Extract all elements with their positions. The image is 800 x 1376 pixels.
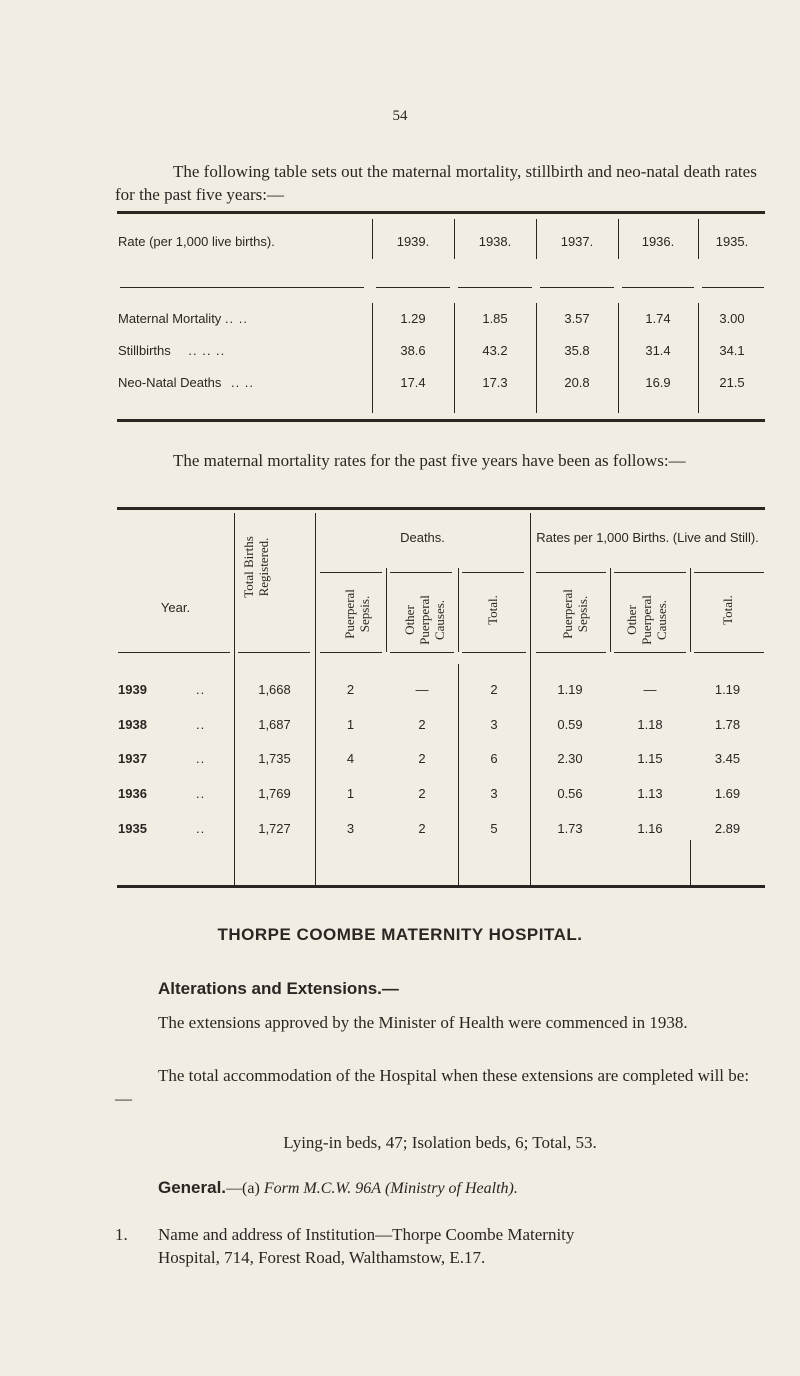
table2-group-rule xyxy=(536,572,606,573)
table2-divider xyxy=(458,568,459,652)
general-line xyxy=(158,1178,518,1198)
rates-header: Rates per 1,000 Births. (Live and Still). xyxy=(536,530,759,545)
sub-header xyxy=(624,580,669,660)
general-dash: —(a) xyxy=(226,1180,260,1197)
table1-value: 1.85 xyxy=(482,311,508,326)
row-year: 1935 xyxy=(118,821,147,836)
row-label: Maternal Mortality xyxy=(118,311,222,326)
cell-value: 1.19 xyxy=(714,682,741,697)
cell-value: 4 xyxy=(346,751,355,766)
sub-header-text: Other Puerperal Causes. xyxy=(402,595,447,645)
beds-line: Lying-in beds, 47; Isolation beds, 6; Total, 53. xyxy=(283,1133,597,1152)
table1-divider xyxy=(698,219,699,259)
extensions-paragraph: The extensions approved by the Minister of Health were commenced in 1938. xyxy=(158,1013,688,1032)
table1-header-rule xyxy=(540,287,614,288)
cell-value: 3 xyxy=(490,786,498,801)
general-label: General. xyxy=(158,1178,227,1197)
table2-bottom-rule xyxy=(117,885,765,888)
cell-value: — xyxy=(415,682,429,697)
table2-group-rule xyxy=(614,572,686,573)
row-label: Neo-Natal Deaths xyxy=(118,375,222,390)
table1-header-label: Rate (per 1,000 live births). xyxy=(118,234,275,249)
cell-value: 2 xyxy=(418,821,426,836)
cell-value: 2 xyxy=(418,751,426,766)
table2-header-rule xyxy=(614,652,686,653)
table1-value: 16.9 xyxy=(645,375,671,390)
sub-header-text: Puerperal Sepsis. xyxy=(342,589,372,639)
births-header-text: Total Births Registered. xyxy=(241,536,271,598)
table2-header-rule xyxy=(462,652,526,653)
row-label: Stillbirths xyxy=(118,343,171,358)
table1-value: 17.3 xyxy=(482,375,508,390)
table2-divider xyxy=(690,840,691,886)
accommodation-paragraph: The total accommodation of the Hospital when these extensions are completed will be:— xyxy=(115,1066,750,1108)
table1-year-1939: 1939. xyxy=(396,234,430,249)
ministry-reference: (Ministry of Health). xyxy=(385,1180,518,1197)
hospital-heading: THORPE COOMBE MATERNITY HOSPITAL. xyxy=(217,925,583,944)
sub-header-text: Puerperal Sepsis. xyxy=(560,589,590,639)
table1-value: 38.6 xyxy=(400,343,426,358)
table1-value: 1.74 xyxy=(645,311,671,326)
cell-value: 1 xyxy=(346,786,355,801)
cell-value: 3 xyxy=(490,717,498,732)
row-year: 1939 xyxy=(118,682,147,697)
births-value: 1,735 xyxy=(258,751,291,766)
sub-header xyxy=(485,580,500,640)
table-row xyxy=(118,375,254,390)
table1-divider xyxy=(536,219,537,259)
row-leader: .. xyxy=(196,751,206,766)
cell-value: 2 xyxy=(418,717,426,732)
table-row xyxy=(118,343,225,358)
item-number: 1. xyxy=(115,1225,128,1244)
births-value: 1,769 xyxy=(258,786,291,801)
table2-header-rule xyxy=(320,652,382,653)
table1-year-1938: 1938. xyxy=(478,234,512,249)
table1-year-1935: 1935. xyxy=(715,234,749,249)
table2-group-rule xyxy=(390,572,452,573)
item-line-1: Name and address of Institution—Thorpe Coombe Maternity xyxy=(158,1225,575,1244)
row-leader: .. .. .. xyxy=(188,343,226,358)
row-year: 1938 xyxy=(118,717,147,732)
form-reference: Form M.C.W. 96A xyxy=(263,1180,381,1197)
table1-year-1936: 1936. xyxy=(641,234,675,249)
cell-value: 1.69 xyxy=(714,786,741,801)
table1-value: 43.2 xyxy=(482,343,508,358)
row-leader: .. xyxy=(196,821,206,836)
table1-value: 1.29 xyxy=(400,311,426,326)
sub-header xyxy=(342,584,372,644)
sub-header-text: Other Puerperal Causes. xyxy=(624,595,669,645)
table1-header-rule xyxy=(458,287,532,288)
births-header xyxy=(241,507,271,627)
cell-value: 2 xyxy=(346,682,355,697)
sub-header-text: Total. xyxy=(720,595,735,625)
cell-value: 1.15 xyxy=(637,751,663,766)
table1-header-rule xyxy=(622,287,694,288)
table2-divider xyxy=(458,664,459,886)
cell-value: 2.89 xyxy=(714,821,741,836)
row-leader: .. xyxy=(196,717,206,732)
births-value: 1,727 xyxy=(258,821,291,836)
cell-value: 3.45 xyxy=(714,751,741,766)
row-year: 1937 xyxy=(118,751,147,766)
table2-divider xyxy=(690,568,691,652)
cell-value: 1.13 xyxy=(637,786,663,801)
row-leader: .. .. xyxy=(230,375,255,390)
cell-value: 5 xyxy=(490,821,498,836)
row-leader: .. xyxy=(196,682,206,697)
year-header: Year. xyxy=(160,600,191,615)
table1-header-rule xyxy=(120,287,364,288)
row-year: 1936 xyxy=(118,786,147,801)
table1-year-1937: 1937. xyxy=(560,234,594,249)
intro-paragraph: The following table sets out the maternal mortality, stillbirth and neo-natal death rates for the past five years:— xyxy=(115,162,757,204)
table2-header-rule xyxy=(694,652,764,653)
sub-header xyxy=(560,584,590,644)
table2-header-rule xyxy=(536,652,606,653)
table2-header-rule xyxy=(238,652,310,653)
births-value: 1,687 xyxy=(258,717,291,732)
cell-value: — xyxy=(643,682,657,697)
table2-divider xyxy=(610,568,611,652)
cell-value: 2 xyxy=(418,786,426,801)
table1-value: 31.4 xyxy=(645,343,671,358)
cell-value: 6 xyxy=(490,751,498,766)
table1-header-rule xyxy=(376,287,450,288)
cell-value: 1.78 xyxy=(714,717,741,732)
table1-header-rule xyxy=(702,287,764,288)
alterations-heading: Alterations and Extensions.— xyxy=(158,979,399,998)
deaths-header: Deaths. xyxy=(400,530,445,545)
table1-divider xyxy=(372,219,373,259)
table1-value: 35.8 xyxy=(564,343,590,358)
table2-header-rule xyxy=(118,652,230,653)
row-leader: .. .. xyxy=(224,311,248,326)
table1-divider xyxy=(618,219,619,259)
cell-value: 3 xyxy=(346,821,355,836)
table1-value: 21.5 xyxy=(719,375,745,390)
table1-value: 17.4 xyxy=(400,375,426,390)
cell-value: 1.73 xyxy=(557,821,583,836)
table2-header-rule xyxy=(390,652,454,653)
table2-group-rule xyxy=(320,572,382,573)
sub-header-text: Total. xyxy=(485,595,500,625)
cell-value: 0.56 xyxy=(557,786,583,801)
table-row xyxy=(118,311,248,326)
table1-value: 3.57 xyxy=(564,311,590,326)
table1-divider xyxy=(454,219,455,259)
page-number: 54 xyxy=(392,108,408,124)
cell-value: 1.18 xyxy=(637,717,663,732)
cell-value: 1 xyxy=(346,717,355,732)
table1-value: 34.1 xyxy=(719,343,745,358)
cell-value: 2.30 xyxy=(557,751,583,766)
cell-value: 0.59 xyxy=(557,717,583,732)
table1-value: 20.8 xyxy=(564,375,590,390)
cell-value: 1.16 xyxy=(637,821,663,836)
list-item xyxy=(115,1223,775,1269)
table1-bottom-rule xyxy=(117,419,765,422)
table2-divider xyxy=(386,568,387,652)
births-value: 1,668 xyxy=(258,682,291,697)
table2-top-rule xyxy=(117,507,765,510)
sub-header xyxy=(402,580,447,660)
sub-header xyxy=(720,580,735,640)
row-leader: .. xyxy=(196,786,206,801)
table1-top-rule xyxy=(117,211,765,214)
table2-group-rule xyxy=(462,572,524,573)
cell-value: 2 xyxy=(490,682,498,697)
table1-value: 3.00 xyxy=(719,311,745,326)
second-paragraph: The maternal mortality rates for the past five years have been as follows:— xyxy=(173,451,686,470)
item-line-2: Hospital, 714, Forest Road, Walthamstow, E.17. xyxy=(158,1248,486,1267)
cell-value: 1.19 xyxy=(557,682,583,697)
table2-group-rule xyxy=(694,572,764,573)
